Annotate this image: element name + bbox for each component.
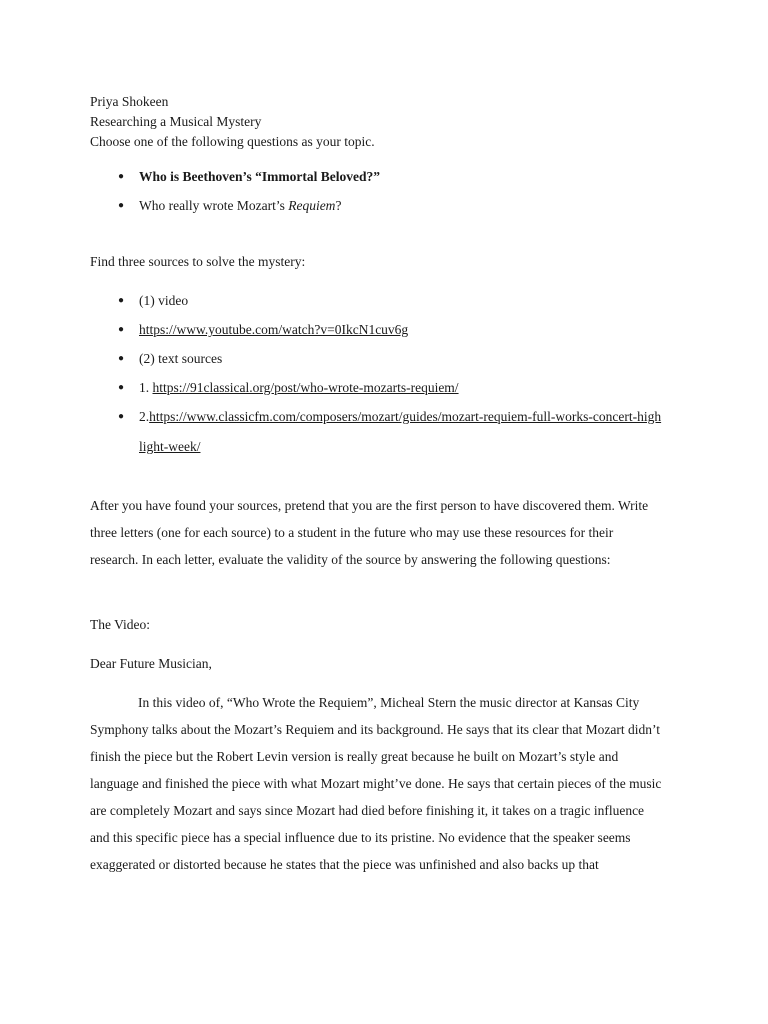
letter-line: Symphony talks about the Mozart’s Requiem and its background. He says that its clear that Mozart didn’t — [90, 722, 661, 737]
list-item — [90, 162, 690, 191]
bullet-dot-icon: ● — [118, 200, 125, 211]
document-page — [90, 92, 690, 878]
letter-salutation: Dear Future Musician, — [90, 656, 212, 671]
text-sources-label: (2) text sources — [139, 351, 223, 366]
list-item — [90, 315, 690, 344]
sources-list — [90, 286, 690, 462]
topic-mozart-post: ? — [335, 198, 342, 213]
text2-link-line1[interactable]: https://www.classicfm.com/composers/mozart/guides/mozart-requiem-full-works-concert-high — [149, 409, 662, 424]
bullet-dot-icon: ● — [118, 411, 125, 422]
text1-prefix: 1. — [139, 380, 153, 395]
document-title: Researching a Musical Mystery — [90, 114, 262, 129]
list-item — [90, 402, 690, 462]
bullet-dot-icon: ● — [118, 171, 125, 182]
letter-heading: The Video: — [90, 617, 151, 632]
video-link[interactable]: https://www.youtube.com/watch?v=0IkcN1cuv6g — [139, 322, 409, 337]
letter-line: and this specific piece has a special influence due to its pristine. No evidence that the speaker seems — [90, 830, 631, 845]
instruction-text: Choose one of the following questions as your topic. — [90, 134, 375, 149]
bullet-dot-icon: ● — [118, 353, 125, 364]
list-item — [90, 286, 690, 315]
letter-line: language and finished the piece with what Mozart might’ve done. He says that certain pieces of the music — [90, 776, 662, 791]
assignment-line: After you have found your sources, pretend that you are the first person to have discovered them. Write — [90, 498, 649, 513]
bullet-dot-icon: ● — [118, 324, 125, 335]
assignment-line: research. In each letter, evaluate the validity of the source by answering the following questions: — [90, 552, 611, 567]
author-name: Priya Shokeen — [90, 94, 169, 109]
list-item — [90, 344, 690, 373]
topic-list — [90, 162, 690, 220]
text1-link[interactable]: https://91classical.org/post/who-wrote-mozarts-requiem/ — [152, 380, 459, 395]
letter-line: In this video of, “Who Wrote the Requiem”, Micheal Stern the music director at Kansas City — [138, 695, 640, 710]
sources-intro: Find three sources to solve the mystery: — [90, 254, 306, 269]
bullet-dot-icon: ● — [118, 295, 125, 306]
assignment-line: three letters (one for each source) to a student in the future who may use these resources for their — [90, 525, 614, 540]
text2-link-line2[interactable]: light-week/ — [139, 439, 201, 454]
letter-body — [90, 689, 690, 878]
letter-line: exaggerated or distorted because he states that the piece was unfinished and also backs up that — [90, 857, 599, 872]
letter-line: are completely Mozart and says since Mozart had died before finishing it, it takes on a tragic influence — [90, 803, 645, 818]
video-label: (1) video — [139, 293, 189, 308]
topic-beethoven: Who is Beethoven’s “Immortal Beloved?” — [139, 169, 380, 184]
assignment-paragraph — [90, 492, 690, 573]
topic-mozart-italic: Requiem — [288, 198, 336, 213]
list-item — [90, 373, 690, 402]
bullet-dot-icon: ● — [118, 382, 125, 393]
topic-mozart-pre: Who really wrote Mozart’s — [139, 198, 289, 213]
text2-prefix: 2. — [139, 409, 150, 424]
list-item — [90, 191, 690, 220]
letter-line: finish the piece but the Robert Levin version is really great because he built on Mozart’s style and — [90, 749, 619, 764]
